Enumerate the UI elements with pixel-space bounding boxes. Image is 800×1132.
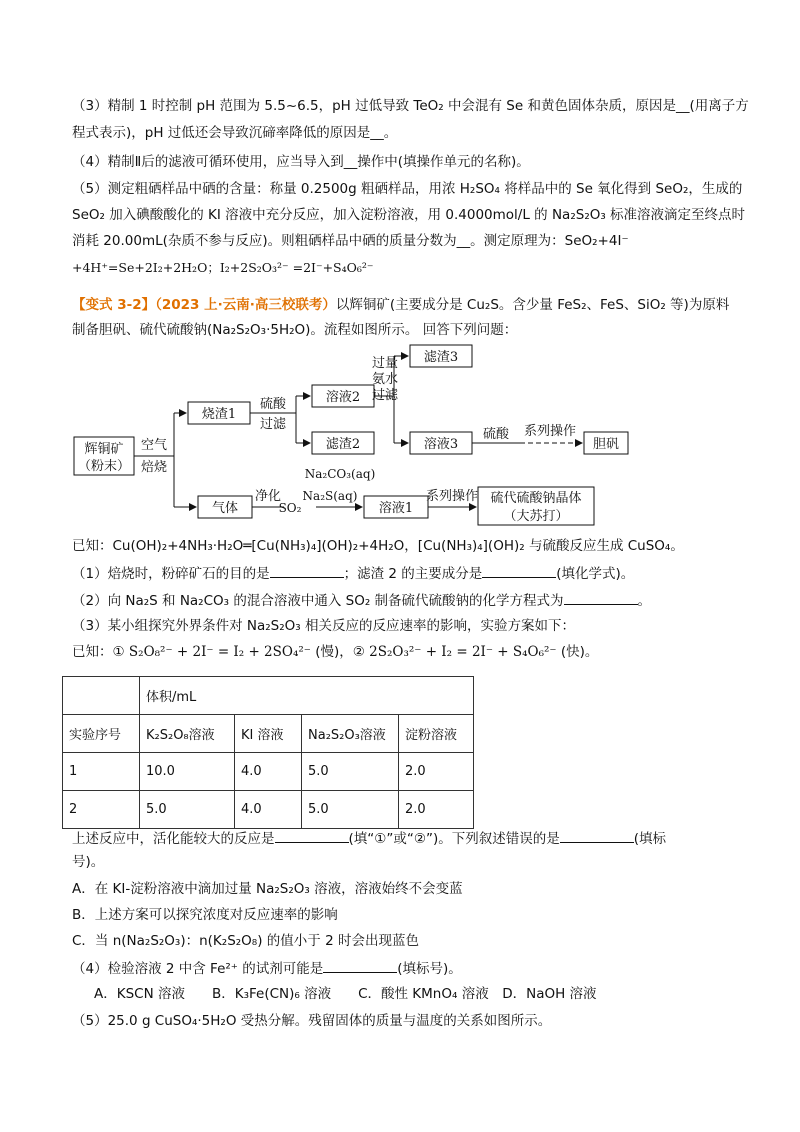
q4-options: A．KSCN 溶液 B．K₃Fe(CN)₆ 溶液 C．酸性 KMnO₄ 溶液 D．NaOH 溶液 [94, 986, 597, 1002]
so2-label: SO₂ [278, 501, 302, 515]
ore-label-1: 辉铜矿 [84, 442, 124, 457]
known-prefix: 已知：① [72, 644, 129, 660]
q1-blank-2[interactable] [482, 563, 556, 578]
q1-blank-1[interactable] [270, 563, 344, 578]
table-cell: 4.0 [235, 753, 302, 791]
q2-part-a: （2）向 Na₂S 和 Na₂CO₃ 的混合溶液中通入 SO₂ 制备硫代硫酸钠的化学方程式为 [72, 593, 564, 609]
known-cu-ammonia: 已知：Cu(OH)₂+4NH₃·H₂O═[Cu(NH₃)₄](OH)₂+4H₂O，[Cu(NH₃)₄](OH)₂ 与硫酸反应生成 CuSO₄。 [72, 538, 684, 554]
table-cell: 5.0 [302, 791, 399, 829]
option-c: C．当 n(Na₂S₂O₃)：n(K₂S₂O₈) 的值小于 2 时会出现蓝色 [72, 933, 419, 949]
variant-intro1: 以辉铜矿(主要成分是 Cu₂S。含少量 FeS₂、FeS、SiO₂ 等)为原料 [335, 297, 730, 313]
series-op1-label: 系列操作 [523, 424, 577, 439]
table-cell: 10.0 [140, 753, 235, 791]
table-corner-cell [63, 677, 140, 715]
solution3-label: 溶液3 [423, 437, 459, 452]
after-table-a: 上述反应中，活化能较大的反应是 [72, 831, 275, 847]
table-header-cell: 实验序号 [63, 715, 140, 753]
table-cell: 2.0 [399, 753, 474, 791]
option-a: A．在 KI-淀粉溶液中滴加过量 Na₂S₂O₃ 溶液，溶液始终不会变蓝 [72, 881, 463, 897]
acid2-label: 硫酸 [482, 427, 510, 442]
product1-label: 胆矾 [592, 437, 620, 452]
slag2-label: 滤渣2 [325, 437, 361, 452]
known-reactions [72, 643, 598, 661]
table-row [63, 791, 474, 829]
reaction-2: 2S₂O₃²⁻ + I₂ = 2I⁻ + S₄O₆²⁻ [369, 644, 557, 660]
process-flowchart [68, 340, 728, 530]
q4-part-a: （4）检验溶液 2 中含 Fe²⁺ 的试剂可能是 [72, 961, 324, 977]
filter-label: 过滤 [259, 417, 287, 432]
purify-label: 净化 [254, 489, 282, 504]
reaction-2-speed: (快)。 [556, 644, 599, 660]
gas-label: 气体 [211, 501, 239, 516]
table-header-cell: 淀粉溶液 [399, 715, 474, 753]
ore-label-2: （粉末） [77, 459, 131, 474]
table-cell: 1 [63, 753, 140, 791]
variant-intro2: 制备胆矾、硫代硫酸钠(Na₂S₂O₃·5H₂O)。流程如图所示。 回答下列问题： [72, 322, 518, 338]
after-table-line1 [72, 828, 666, 848]
question-5: （5）25.0 g CuSO₄·5H₂O 受热分解。残留固体的质量与温度的关系如图所示。 [72, 1013, 552, 1029]
slag1-label: 烧渣1 [201, 407, 237, 422]
ammonia-label-1: 过量 [371, 356, 399, 371]
part5-line4: +4H⁺=Se+2I₂+2H₂O；I₂+2S₂O₃²⁻ =2I⁻+S₄O₆²⁻ [72, 260, 374, 275]
ammonia-label-2: 氨水 [371, 372, 399, 387]
part5-line3: 消耗 20.00mL(杂质不参与反应)。则粗硒样品中硒的质量分数为__。测定原理为：SeO₂+4I⁻ [72, 233, 629, 249]
part5-line1: （5）测定粗硒样品中硒的含量：称量 0.2500g 粗硒样品，用浓 H₂SO₄ 将样品中的 Se 氧化得到 SeO₂，生成的 [72, 181, 743, 197]
question-3: （3）某小组探究外界条件对 Na₂S₂O₃ 相关反应的反应速率的影响，实验方案如下： [72, 618, 575, 634]
table-cell: 4.0 [235, 791, 302, 829]
question-1 [72, 563, 634, 583]
after-table-c: (填标 [633, 831, 666, 847]
after-table-line2: 号)。 [72, 854, 105, 870]
reaction-1: S₂O₈²⁻ + 2I⁻ = I₂ + 2SO₄²⁻ [128, 644, 311, 660]
table-header-cell: K₂S₂O₈溶液 [140, 715, 235, 753]
question-4 [72, 958, 462, 978]
variant-tag: 【变式 3-2】 [72, 297, 156, 313]
table-cell: 5.0 [302, 753, 399, 791]
table-row [63, 753, 474, 791]
activation-energy-blank[interactable] [275, 828, 349, 843]
after-table-b: (填“①”或“②”)。下列叙述错误的是 [348, 831, 560, 847]
q1-part-b: ；滤渣 2 的主要成分是 [343, 566, 483, 582]
solution2-label: 溶液2 [325, 390, 361, 405]
table-group-header: 体积/mL [140, 677, 474, 715]
solution1-label: 溶液1 [378, 501, 414, 516]
q2-blank[interactable] [564, 590, 638, 605]
part4-line1: （4）精制Ⅱ后的滤液可循环使用，应当导入到__操作中(填操作单元的名称)。 [72, 154, 530, 170]
part3-line2: 程式表示)，pH 过低还会导致沉碲率降低的原因是__。 [72, 125, 398, 141]
product2-label-1: 硫代硫酸钠晶体 [490, 491, 582, 506]
experiment-table [62, 676, 474, 829]
reagent1-label: Na₂CO₃(aq) [304, 467, 376, 481]
roast-label: 焙烧 [140, 460, 168, 475]
acid-label: 硫酸 [259, 397, 287, 412]
ammonia-label-3: 过滤 [371, 388, 399, 403]
table-header-cell: Na₂S₂O₃溶液 [302, 715, 399, 753]
series-op2-label: 系列操作 [425, 489, 479, 504]
part3-line1: （3）精制 1 时控制 pH 范围为 5.5~6.5，pH 过低导致 TeO₂ 中会混有 Se 和黄色固体杂质，原因是__(用离子方 [72, 98, 749, 114]
q4-part-b: (填标号)。 [397, 961, 462, 977]
q2-part-b: 。 [637, 593, 652, 609]
question-2 [72, 590, 651, 610]
variant-source: （2023 上·云南·高三校联考） [155, 297, 336, 313]
product2-label-2: （大苏打） [503, 509, 569, 524]
reaction-1-speed: (慢)，② [310, 644, 370, 660]
variant-heading [72, 296, 729, 314]
wrong-statement-blank[interactable] [560, 828, 634, 843]
air-label: 空气 [140, 438, 168, 453]
table-header-cell: KI 溶液 [235, 715, 302, 753]
slag3-label: 滤渣3 [423, 350, 459, 365]
q1-part-c: (填化学式)。 [556, 566, 635, 582]
part5-line2: SeO₂ 加入碘酸酸化的 KI 溶液中充分反应，加入淀粉溶液，用 0.4000mol/L 的 Na₂S₂O₃ 标准溶液滴定至终点时 [72, 207, 746, 223]
q1-part-a: （1）焙烧时，粉碎矿石的目的是 [72, 566, 270, 582]
reagent2-label: Na₂S(aq) [302, 489, 358, 503]
table-cell: 2.0 [399, 791, 474, 829]
table-cell: 2 [63, 791, 140, 829]
table-cell: 5.0 [140, 791, 235, 829]
q4-blank[interactable] [323, 958, 397, 973]
option-b: B．上述方案可以探究浓度对反应速率的影响 [72, 907, 338, 923]
